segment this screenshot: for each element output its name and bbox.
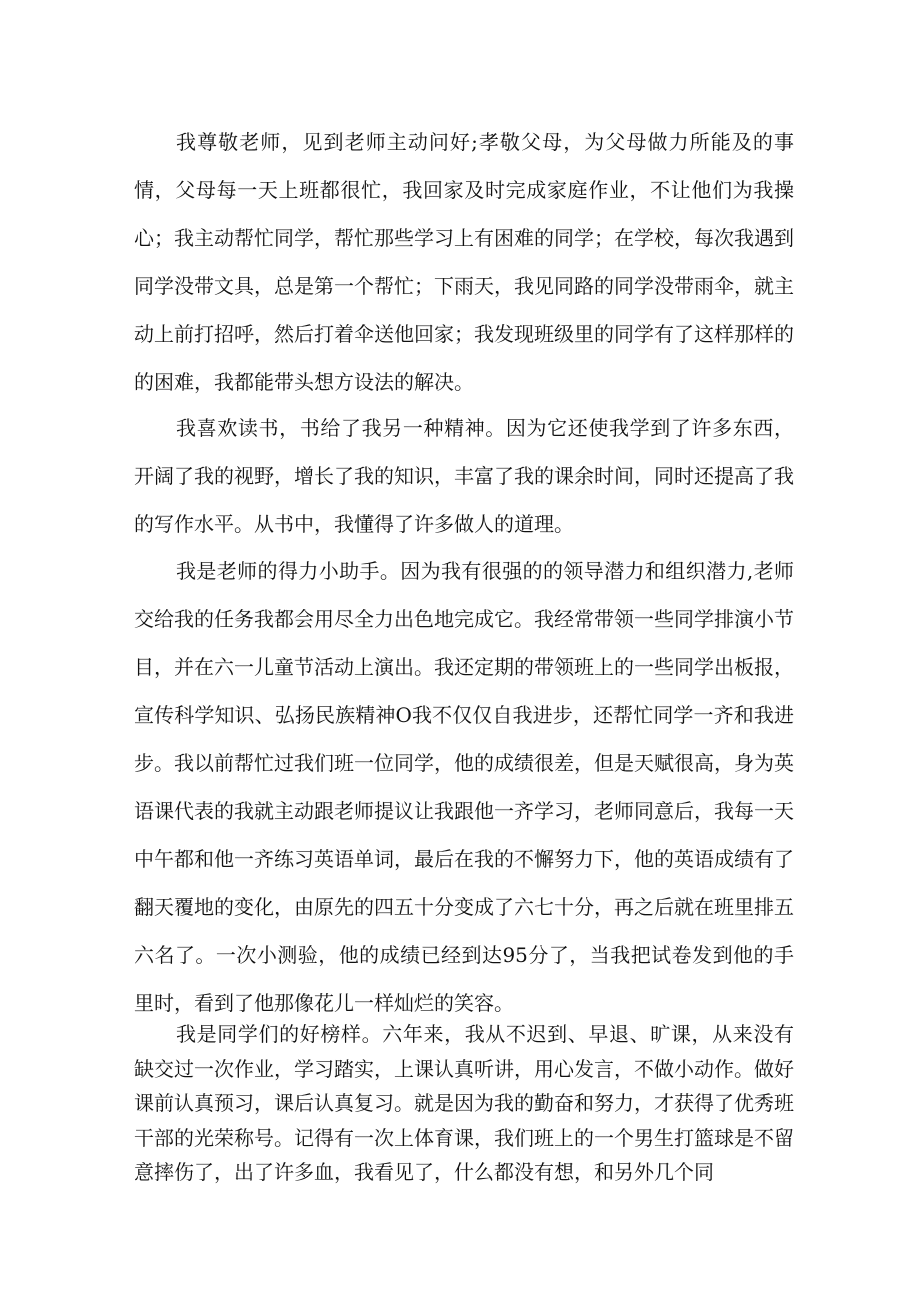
paragraph-love-of-reading: 我喜欢读书，书给了我另一种精神。因为它还使我学到了许多东西，开阔了我的视野，增长了我的知识，丰富了我的课余时间，同时还提高了我的写作水平。从书中，我懂得了许多做人的道理。 <box>134 416 794 536</box>
paragraph-respect-and-help: 我尊敬老师，见到老师主动问好;孝敬父母，为父母做力所能及的事情，父母每一天上班都很忙，我回家及时完成家庭作业，不让他们为我操心；我主动帮忙同学，帮忙那些学习上有困难的同学；在学校，每次我遇到同学没带文具，总是第一个帮忙；下雨天，我见同路的同学没带雨伞，就主动上前打招呼，然后打着伞送他回家；我发现班级里的同学有了这样那样的的困难，我都能带头想方设法的解决。 <box>134 130 794 394</box>
paragraph-teacher-helper: 我是老师的得力小助手。因为我有很强的的领导潜力和组织潜力,老师交给我的任务我都会用尽全力出色地完成它。我经常带领一些同学排演小节目，并在六一儿童节活动上演出。我还定期的带领班上的一些同学出板报，宣传科学知识、弘扬民族精神O我不仅仅自我进步，还帮忙同学一齐和我进步。我以前帮忙过我们班一位同学，他的成绩很差，但是天赋很高，身为英语课代表的我就主动跟老师提议让我跟他一齐学习，老师同意后，我每一天中午都和他一齐练习英语单词，最后在我的不懈努力下，他的英语成绩有了翻天覆地的变化，由原先的四五十分变成了六七十分，再之后就在班里排五六名了。一次小测验，他的成绩已经到达95分了，当我把试卷发到他的手里时，看到了他那像花儿一样灿烂的笑容。 <box>134 559 794 1015</box>
paragraph-role-model: 我是同学们的好榜样。六年来，我从不迟到、早退、旷课，从来没有缺交过一次作业，学习踏实，上课认真听讲，用心发言，不做小动作。做好课前认真预习，课后认真复习。就是因为我的勤奋和努力，才获得了优秀班干部的光荣称号。记得有一次上体育课，我们班上的一个男生打篮球是不留意摔伤了，出了许多血，我看见了，什么都没有想，和另外几个同 <box>134 1022 794 1184</box>
